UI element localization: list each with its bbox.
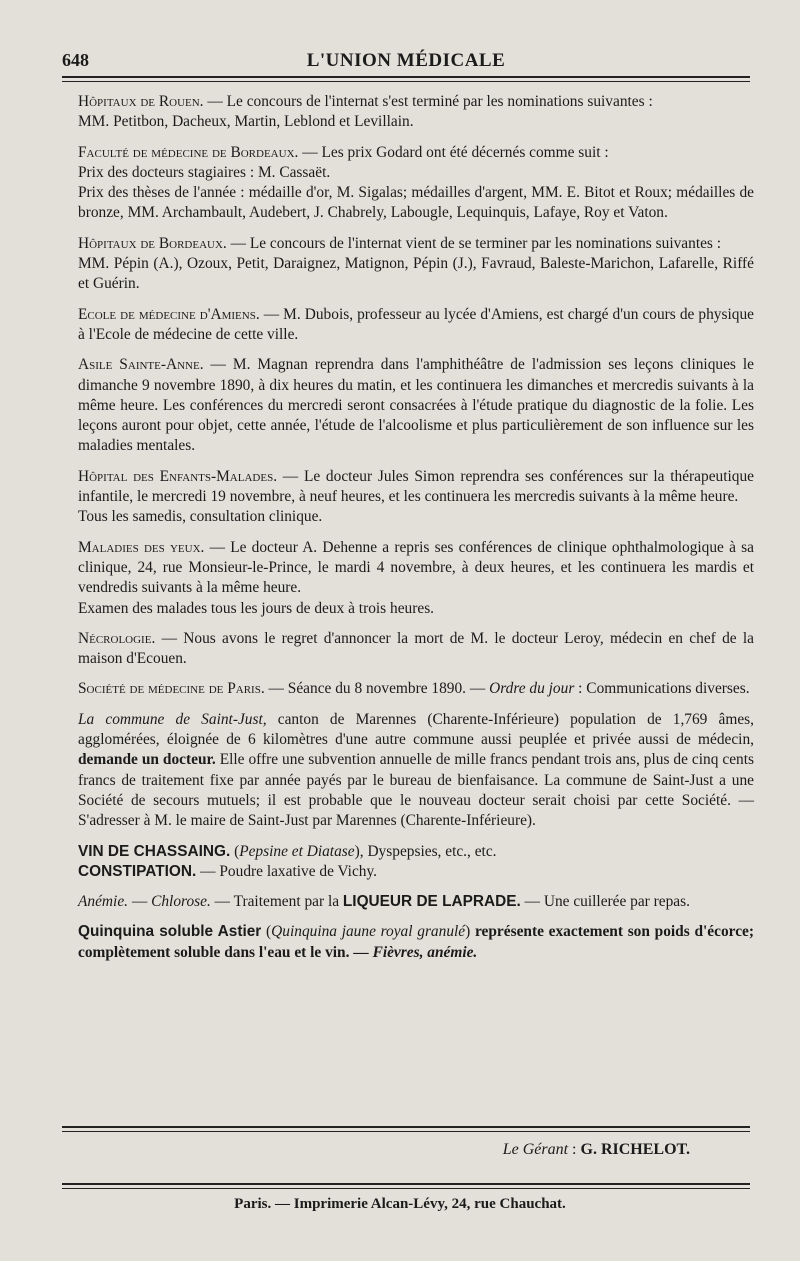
notice-bold: demande un docteur. — [78, 751, 216, 769]
item-lead: Hôpital des Enfants-Malades. — [78, 467, 278, 485]
item-text: — Le concours de l'internat s'est terminé par les nominations suivantes : — [203, 93, 653, 110]
ad-quinquina-text: représente exactement son poids d'écorce; complètement soluble dans l'eau et le vin. — — [78, 923, 754, 961]
item-lead: Faculté de médecine de Bordeaux. — [78, 143, 299, 161]
item-text: Tous les samedis, consultation clinique. — [78, 508, 323, 526]
page-header — [62, 46, 750, 76]
header-rule — [62, 76, 750, 78]
ad-vin-text: , Dyspepsies, etc., etc. — [359, 842, 497, 860]
notice-head: La commune de Saint-Just, — [78, 710, 267, 728]
imprint-rule-thin — [62, 1188, 750, 1189]
item-text: Prix des docteurs stagiaires : M. Cassaët. — [78, 163, 331, 181]
ad-quinquina-paren: Quinquina jaune royal granulé — [271, 923, 466, 941]
ad-laprade-tail: — Une cuillerée par repas. — [520, 893, 690, 911]
news-item — [78, 538, 754, 599]
signature: Le Gérant : G. RICHELOT. — [502, 1141, 690, 1158]
item-text: Examen des malades tous les jours de deux à trois heures. — [78, 599, 435, 617]
signature-name: G. RICHELOT. — [580, 1141, 690, 1158]
item-text: — Les prix Godard ont été décernés comme suit : — [298, 143, 609, 161]
item-text: — Le concours de l'internat vient de se terminer par les nominations suivantes : — [226, 234, 722, 252]
news-item — [78, 679, 754, 699]
item-lead: Maladies des yeux. — [78, 538, 205, 556]
news-item — [78, 467, 754, 508]
item-text: — Nous avons le regret d'annoncer la mort de M. le docteur Leroy, médecin en chef de la maison d'Ecouen. — [78, 629, 754, 668]
ad-quinquina-tail: Fièvres, anémie. — [372, 943, 478, 961]
notice-text-b: Elle offre une subvention annuelle de mille francs pendant trois ans, plus de cinq cents francs de traitement fixe par année payés par le bureau de bienfaisance. La commune de Saint-Just a une Société de secours mutuels; il est probable que le nouveau docteur serait choisi par cette Société. — S'adresser à M. le maire de Saint-Just par Marennes (Charente-Inférieure). — [78, 751, 754, 830]
news-item — [78, 183, 754, 224]
item-lead: Société de médecine de Paris. — [78, 680, 265, 698]
news-item — [78, 629, 754, 670]
ad-constipation-text: — Poudre laxative de Vichy. — [196, 862, 378, 880]
ad-constipation-title: CONSTIPATION. — [78, 862, 197, 880]
item-text: Prix des thèses de l'année : médaille d'or, M. Sigalas; médailles d'argent, MM. E. Bitot et Roux; médailles de bronze, MM. Archambault, Audebert, J. Chabrely, Labougle, Lequinquis, Lafaye, Roy et Vaton. — [78, 184, 754, 222]
ad-quinquina-title: Quinquina soluble Astier — [78, 923, 262, 941]
item-lead: Asile Sainte-Anne. — [78, 356, 204, 374]
imprint-rule — [62, 1183, 750, 1185]
news-item — [78, 92, 754, 112]
ad-quinquina: Quinquina soluble Astier (Quinquina jaune royal granulé) représente exactement son poids d'écorce; complètement soluble dans l'eau et le vin. — Fièvres, anémie. — [78, 923, 754, 961]
ad-laprade: Anémie. — Chlorose. — Traitement par la LIQUEUR DE LAPRADE. — Une cuillerée par repas. — [78, 893, 690, 911]
news-item — [78, 143, 754, 163]
footer-rule-thin — [62, 1131, 750, 1132]
item-text: — M. Magnan reprendra dans l'amphithéâtre de l'admission ses leçons cliniques le dimanche 9 novembre 1890, à dix heures du matin, et les continuera les dimanches et mercredis suivants à la même heure. Les conférences du mercredi seront consacrées à l'étude pratique du diagnostic de la folie. Les leçons auront pour objet, cette année, l'étude de l'alcoolisme et plus particulièrement de son influence sur les maladies mentales. — [78, 356, 754, 455]
item-lead: Hôpitaux de Bordeaux. — [78, 234, 227, 252]
item-text: — Le docteur Jules Simon reprendra ses conférences sur la thérapeutique infantile, le mercredi 19 novembre, à neuf heures, et les continuera les mercredis suivants à la même heure. — [78, 467, 754, 506]
footer-rule — [62, 1126, 750, 1128]
item-text: MM. Pépin (A.), Ozoux, Petit, Daraignez, Matignon, Pépin (J.), Favraud, Baleste-Marichon, Lafarelle, Riffé et Guérin. — [78, 255, 754, 293]
notice-paragraph — [78, 710, 754, 832]
item-lead: Hôpitaux de Rouen. — [78, 93, 204, 110]
item-text-tail: : Communications diverses. — [574, 680, 750, 698]
ad-vin-title: VIN DE CHASSAING. — [78, 842, 231, 860]
item-lead: Ecole de médecine d'Amiens. — [78, 305, 260, 323]
news-item — [78, 234, 754, 254]
news-item — [78, 163, 754, 183]
page-number: 648 — [62, 50, 89, 70]
item-text: — Le docteur A. Dehenne a repris ses conférences de clinique ophthalmologique à sa clinique, 24, rue Monsieur-le-Prince, le mardi 4 novembre, à deux heures, et les continuera les mardis et vendredis suivants à la même heure. — [78, 538, 754, 597]
ad-laprade-title: LIQUEUR DE LAPRADE. — [342, 893, 521, 911]
article-body — [78, 92, 754, 963]
running-title: L'UNION MÉDICALE — [306, 50, 506, 71]
item-text: MM. Petitbon, Dacheux, Martin, Leblond et Levillain. — [78, 113, 414, 131]
news-item — [78, 254, 754, 295]
notice-text: canton de Marennes (Charente-Inférieure) population de 1,769 âmes, agglomérées, éloignée de 6 kilomètres d'une autre commune aussi peuplée et privée aussi de médecin, — [78, 710, 754, 749]
item-lead: Nécrologie. — [78, 629, 156, 647]
ad-chlorose: Chlorose. — [151, 893, 211, 911]
news-item — [78, 599, 754, 619]
item-text: — M. Dubois, professeur au lycée d'Amiens, est chargé d'un cours de physique à l'Ecole de médecine de cette ville. — [78, 305, 754, 343]
news-item — [78, 507, 754, 527]
signature-role: Le Gérant — [502, 1141, 569, 1158]
ad-anemie: Anémie. — [78, 893, 128, 911]
news-item — [78, 305, 754, 346]
ad-vin: VIN DE CHASSAING. (Pepsine et Diatase), Dyspepsies, etc., etc. — [78, 842, 497, 860]
news-item — [78, 112, 754, 132]
ad-laprade-text: — Traitement par la — [210, 893, 343, 911]
imprint: Paris. — Imprimerie Alcan-Lévy, 24, rue Chauchat. — [234, 1196, 566, 1212]
header-rule-thin — [62, 81, 750, 82]
ad-vin-paren: Pepsine et Diatase — [239, 842, 355, 860]
item-text: — Séance du 8 novembre 1890. — — [264, 680, 490, 698]
item-italic: Ordre du jour — [489, 680, 575, 698]
news-item — [78, 355, 754, 456]
ad-constipation — [78, 862, 754, 882]
